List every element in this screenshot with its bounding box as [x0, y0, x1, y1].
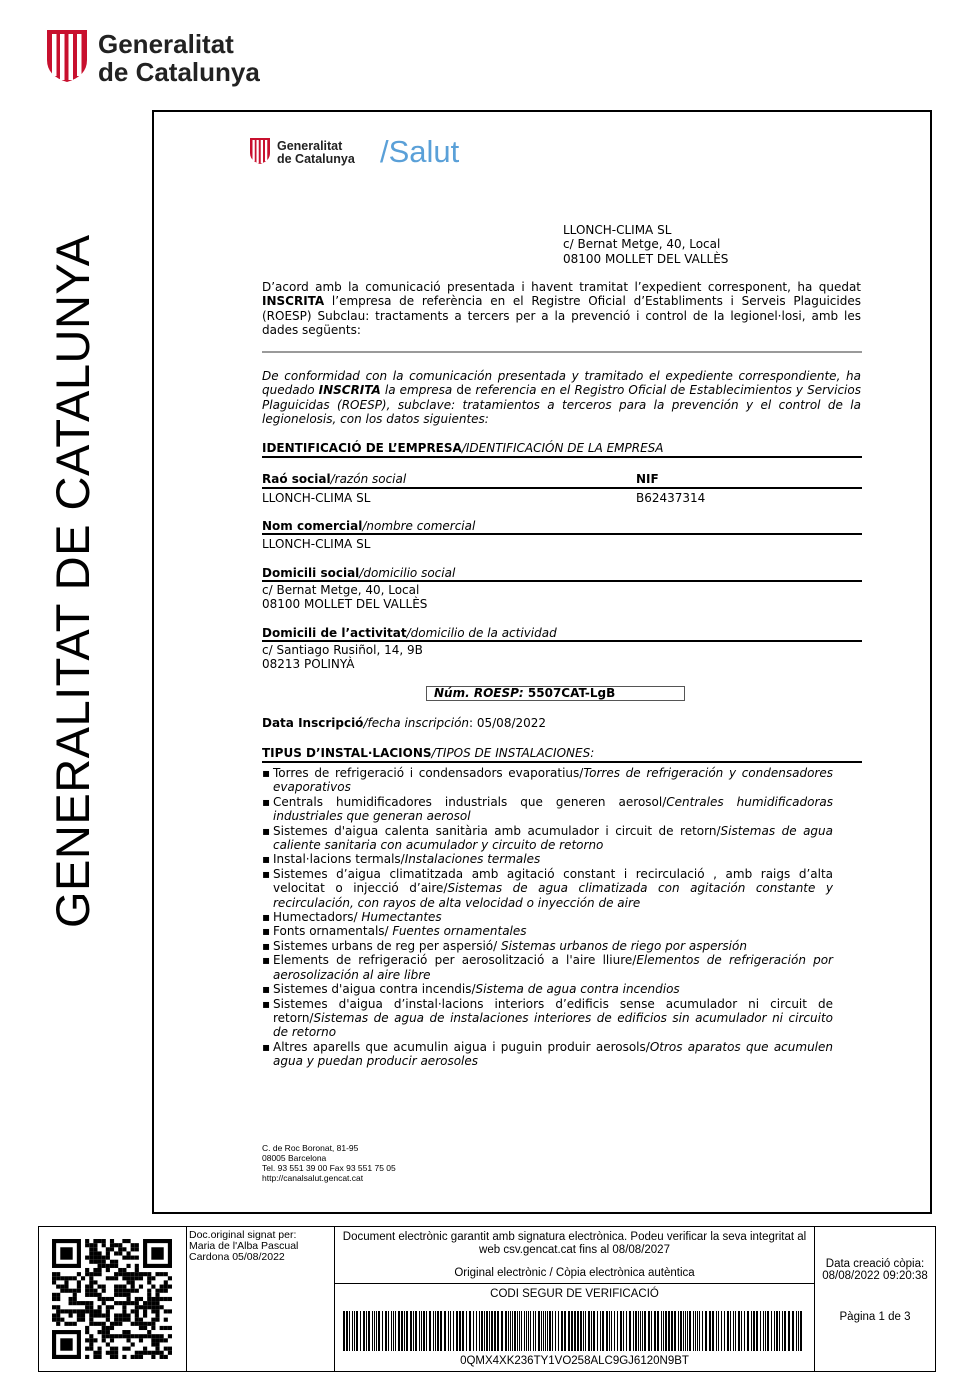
signed-name-date: Cardona 05/08/2022	[189, 1251, 285, 1263]
copy-info-cell	[815, 1227, 935, 1371]
roesp-number-box: Núm. ROESP: 5507CAT-LgB	[426, 686, 685, 701]
page-number: Pàgina 1 de 3	[839, 1311, 911, 1323]
installation-type-item: ▪ Sistemes d’aigua climatitzada amb agitació constant i recirculació , amb raigs d’alta velocitat o injecció d’aire/Sistemas de agua climatizada con agitación constante y recirculación, con rayos de alta velocidad o inyección de aire	[262, 866, 833, 910]
section-rule	[262, 761, 862, 763]
org-line2: de Catalunya	[98, 57, 260, 87]
salut-logo-line1: Generalitat	[277, 139, 343, 153]
intro-catalan: D’acord amb la comunicació presentada i havent tramitat l’expedient corresponent, ha quedat INSCRITA l’empresa de referència en el Registre Oficial d’Establiments i Serveis Plaguicides (ROESP) Subclau: tractaments a tercers per a la prevenció i control de la legionel·losi, amb les dades següents:	[262, 280, 861, 338]
signed-name: Maria de l'Alba Pascual	[189, 1240, 299, 1252]
creation-label: Data creació còpia:	[825, 1258, 925, 1270]
installation-type-item: ▪ Fonts ornamentals/ Fuentes ornamentales	[262, 924, 527, 939]
field-rule	[262, 487, 862, 489]
installation-type-item: ▪ Elements de refrigeració per aerosolització a l'aire lliure/Elementos de refrigeración por aerosolización al aire libre	[262, 953, 833, 982]
bullet-icon: ▪	[262, 766, 271, 780]
section-rule	[262, 456, 862, 458]
side-text: GENERALITAT DE CATALUNYA	[46, 234, 99, 928]
signed-label: Doc.original signat per:	[189, 1229, 297, 1241]
nif-label: NIF	[636, 472, 659, 486]
nom-comercial-value: LLONCH-CLIMA SL	[262, 537, 371, 551]
nom-comercial-label: Nom comercial/nombre comercial	[262, 519, 476, 533]
field-rule	[262, 533, 862, 535]
bullet-icon: ▪	[262, 953, 271, 968]
intro-spanish: De conformidad con la comunicación presentada y tramitado el expediente correspondiente, ha quedado INSCRITA la empresa de referencia en el Registro Oficial de Establecimientos y Servicios Plaguicidas (ROESP), subclave: tratamientos a terceros para la prevención y el control de la legionelosis, con los datos siguientes:	[262, 369, 861, 427]
senyera-shield-icon	[248, 137, 272, 165]
tipus-title: TIPUS D’INSTAL·LACIONS/TIPOS DE INSTALACIONES:	[262, 746, 595, 760]
recipient-block	[563, 223, 728, 266]
bullet-icon: ▪	[262, 924, 271, 939]
bullet-icon: ▪	[262, 852, 271, 867]
bullet-icon: ▪	[262, 1039, 271, 1054]
bullet-icon: ▪	[262, 866, 271, 881]
bullet-icon: ▪	[262, 794, 271, 809]
installation-type-item: ▪ Centrals humidificadores industrials que generen aerosol/Centrales humidificadoras industriales que generan aerosol	[262, 794, 833, 824]
installation-type-item: ▪ Instal·lacions termals/Instalaciones termales	[262, 852, 541, 867]
barcode	[343, 1311, 803, 1351]
salut-logo	[248, 134, 478, 171]
bullet-icon: ▪	[262, 938, 271, 953]
section-identification-title: IDENTIFICACIÓ DE L’EMPRESA/IDENTIFICACIÓN DE LA EMPRESA	[262, 441, 664, 455]
recipient-city: 08100 MOLLET DEL VALLÈS	[563, 251, 729, 266]
bullet-icon: ▪	[262, 982, 271, 997]
csv-title: CODI SEGUR DE VERIFICACIÓ	[490, 1288, 659, 1300]
tipus-list	[262, 766, 833, 1069]
domicili-social-value: c/ Bernat Metge, 40, Local 08100 MOLLET DEL VALLÈS	[262, 583, 428, 612]
senyera-shield-icon	[43, 28, 91, 84]
data-inscripcio: Data Inscripció/fecha inscripción: 05/08/2022	[262, 716, 547, 730]
domicili-activitat-label: Domicili de l’activitat/domicilio de la actividad	[262, 626, 557, 640]
domicili-social-label: Domicili social/domicilio social	[262, 566, 456, 580]
rao-social-label: Raó social/razón social	[262, 472, 407, 486]
salut-dept: /Salut	[380, 134, 460, 169]
bullet-icon: ▪	[262, 910, 271, 925]
field-rule	[262, 580, 862, 582]
verification-footer	[38, 1226, 936, 1372]
guarantee-cell	[335, 1227, 815, 1371]
domicili-activitat-value: c/ Santiago Rusiñol, 14, 9B 08213 POLINYÀ	[262, 643, 423, 672]
address-block: C. de Roc Boronat, 81-95 08005 Barcelona Tel. 93 551 39 00 Fax 93 551 75 05 http://canalsalut.gencat.cat	[262, 1143, 396, 1183]
installation-type-item: ▪ Sistemes urbans de reg per aspersió/ Sistemas urbanos de riego por aspersión	[262, 938, 747, 953]
org-line1: Generalitat	[98, 29, 234, 59]
rao-social-value: LLONCH-CLIMA SL	[262, 491, 371, 505]
bullet-icon: ▪	[262, 996, 271, 1011]
qr-code-icon	[52, 1239, 172, 1359]
csv-code: 0QMX4XK236TY1VO258ALC9GJ6120N9BT	[460, 1355, 689, 1367]
field-rule	[262, 640, 862, 642]
recipient-street: c/ Bernat Metge, 40, Local	[563, 237, 721, 252]
guarantee-text: Document electrònic garantit amb signatura electrònica. Podeu verificar la seva integritat al web csv.gencat.cat fins al 08/08/2027	[342, 1231, 807, 1256]
installation-type-item: ▪ Sistemes d'aigua contra incendis/Sistema de agua contra incendios	[262, 982, 680, 997]
recipient-name: LLONCH-CLIMA SL	[563, 223, 672, 237]
qr-cell	[39, 1227, 187, 1371]
original-text: Original electrònic / Còpia electrònica autèntica	[454, 1267, 695, 1279]
installation-type-item: ▪ Altres aparells que acumulin aigua i puguin produir aerosols/Otros aparatos que acumulen agua y puedan producir aerosoles	[262, 1039, 834, 1069]
installation-type-item: ▪ Humectadors/ Humectantes	[262, 910, 442, 925]
generalitat-logo	[43, 28, 273, 86]
installation-type-item: ▪ Sistemes d'aigua d’instal·lacions interiors d’edificis sense acumulador ni circuit de retorn/Sistemas de agua de instalaciones interiores de edificios sin acumulador ni circuito de retorno	[262, 996, 833, 1040]
divider	[262, 351, 862, 353]
bullet-icon: ▪	[262, 823, 271, 838]
creation-value: 08/08/2022 09:20:38	[822, 1270, 928, 1282]
installation-type-item: ▪ Torres de refrigeració i condensadors evaporatius/Torres de refrigeración y condensadores evaporativos	[262, 766, 833, 795]
salut-logo-line2: de Catalunya	[277, 152, 355, 166]
nif-value: B62437314	[636, 491, 706, 505]
signed-by-cell	[187, 1227, 335, 1371]
installation-type-item: ▪ Sistemes d'aigua calenta sanitària amb acumulador i circuit de retorn/Sistemas de agua caliente sanitaria con acumulador y circuito de retorno	[262, 823, 833, 853]
